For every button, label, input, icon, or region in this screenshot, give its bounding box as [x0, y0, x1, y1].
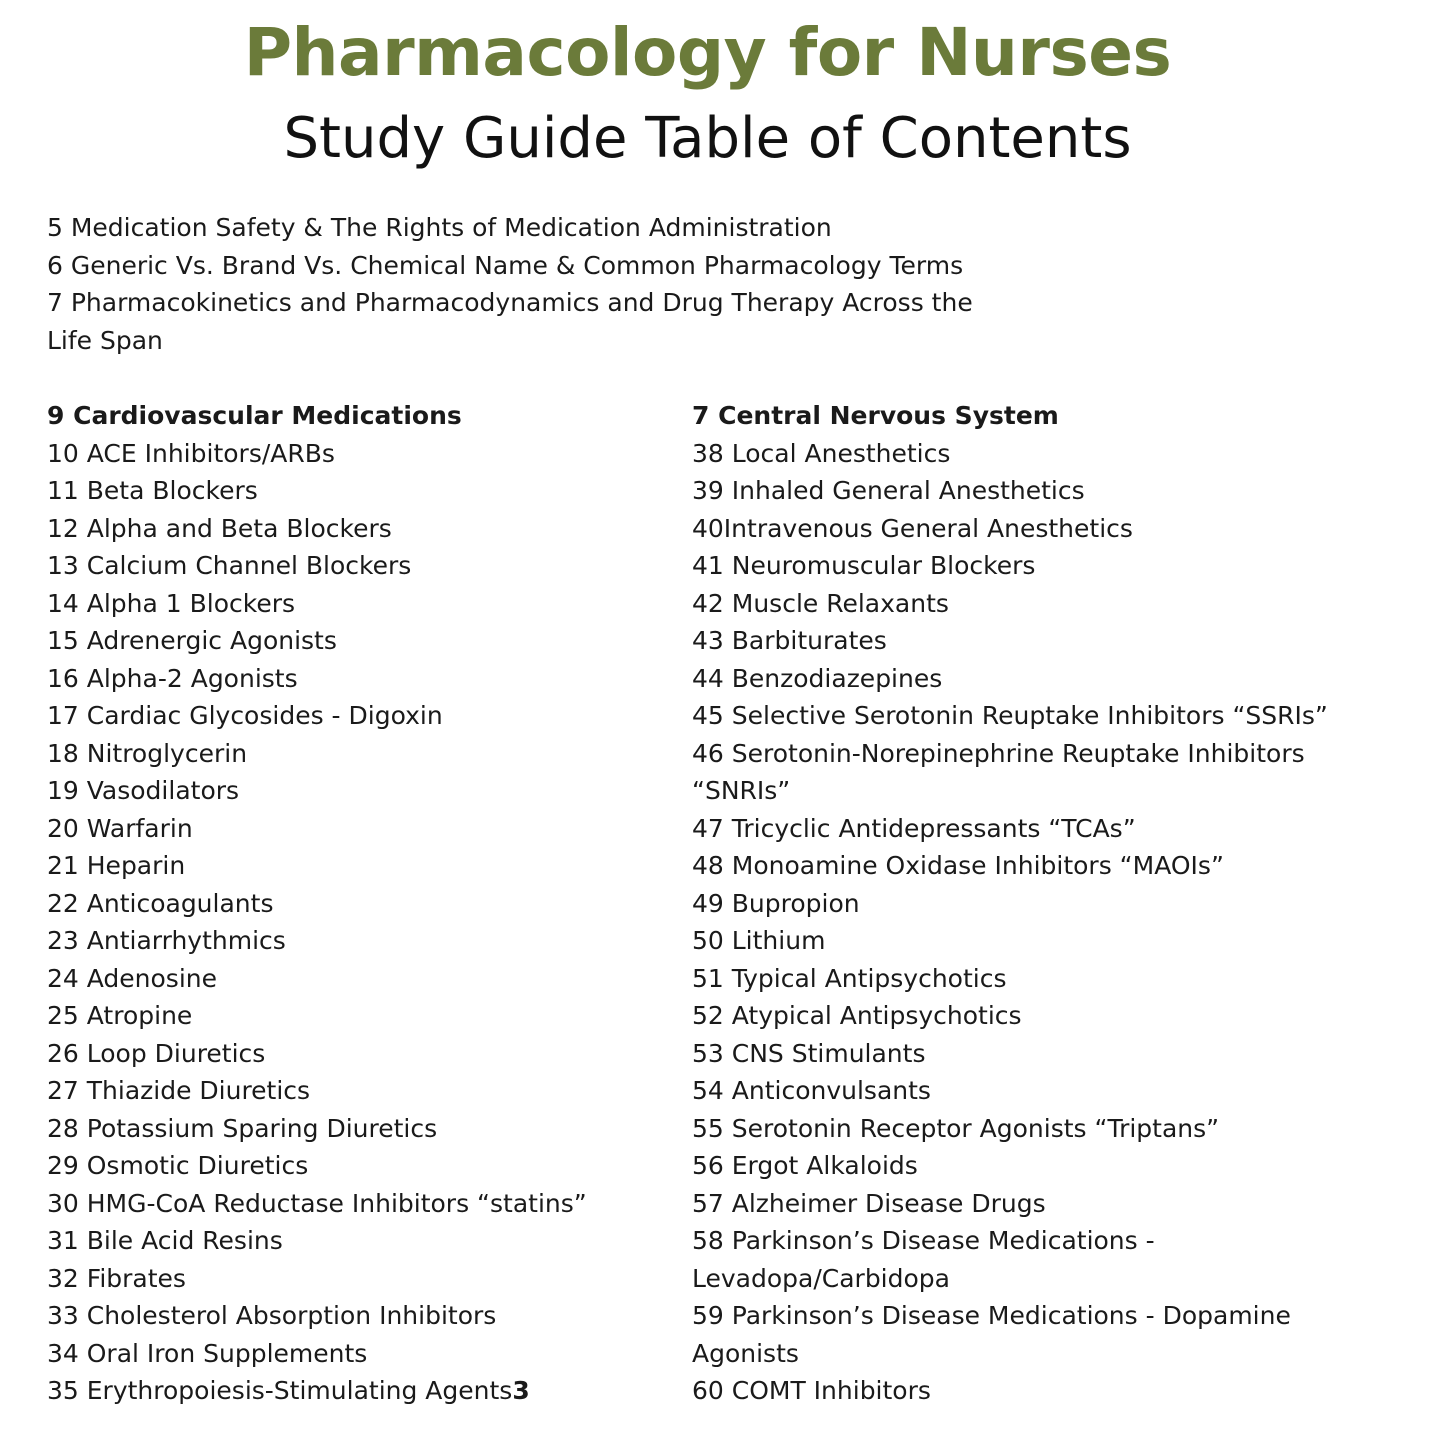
- toc-line: 60 COMT Inhibitors: [692, 1376, 931, 1405]
- intro-line: 5 Medication Safety & The Rights of Medication Administration: [47, 213, 832, 242]
- toc-line: 49 Bupropion: [692, 888, 860, 918]
- toc-line: 56 Ergot Alkaloids: [692, 1151, 918, 1180]
- toc-line: 43 Barbiturates: [692, 626, 887, 655]
- toc-line: 32 Fibrates: [47, 1263, 186, 1293]
- toc-line: 46 Serotonin-Norepinephrine Reuptake Inhibitors: [692, 738, 1305, 768]
- toc-line: 20 Warfarin: [47, 813, 193, 843]
- toc-line: 15 Adrenergic Agonists: [47, 626, 337, 655]
- toc-line: 19 Vasodilators: [47, 776, 240, 805]
- toc-line: 52 Atypical Antipsychotics: [692, 1001, 1022, 1030]
- toc-line: 28 Potassium Sparing Diuretics: [47, 1113, 438, 1143]
- toc-line: 21 Heparin: [47, 851, 186, 880]
- toc-line: 38 Local Anesthetics: [692, 438, 951, 468]
- toc-line: 34 Oral Iron Supplements: [47, 1338, 368, 1368]
- toc-line: 23 Antiarrhythmics: [47, 926, 286, 955]
- toc-line: 27 Thiazide Diuretics: [47, 1076, 311, 1105]
- toc-line: 25 Atropine: [47, 1001, 193, 1030]
- toc-line: 39 Inhaled General Anesthetics: [692, 476, 1085, 505]
- toc-line: 17 Cardiac Glycosides - Digoxin: [47, 701, 443, 730]
- toc-line: 42 Muscle Relaxants: [692, 588, 949, 618]
- toc-line-text: 35 Erythropoiesis-Stimulating Agents: [47, 1376, 513, 1405]
- intro-list: [47, 209, 1067, 359]
- toc-line: 29 Osmotic Diuretics: [47, 1151, 309, 1180]
- toc-line: 11 Beta Blockers: [47, 476, 258, 505]
- toc-line: 31 Bile Acid Resins: [47, 1226, 283, 1255]
- intro-line: 6 Generic Vs. Brand Vs. Chemical Name & Common Pharmacology Terms: [47, 250, 964, 280]
- toc-line: 18 Nitroglycerin: [47, 738, 248, 768]
- toc-line: 58 Parkinson’s Disease Medications -: [692, 1226, 1155, 1255]
- toc-line: 33 Cholesterol Absorption Inhibitors: [47, 1301, 497, 1330]
- section-heading-cns: 7 Central Nervous System: [692, 401, 1059, 430]
- toc-line: 53 CNS Stimulants: [692, 1038, 926, 1068]
- toc-line: 41 Neuromuscular Blockers: [692, 551, 1036, 580]
- toc-line: 16 Alpha-2 Agonists: [47, 663, 298, 693]
- page-number: 3: [512, 1376, 530, 1405]
- toc-line: 30 HMG-CoA Reductase Inhibitors “statins”: [47, 1188, 587, 1218]
- toc-line: 45 Selective Serotonin Reuptake Inhibitors “SSRIs”: [692, 701, 1328, 730]
- toc-line: Agonists: [692, 1338, 799, 1368]
- toc-line: 55 Serotonin Receptor Agonists “Triptans”: [692, 1113, 1220, 1143]
- cardiovascular-column: [47, 397, 677, 1410]
- toc-line: 50 Lithium: [692, 926, 826, 955]
- toc-line: 22 Anticoagulants: [47, 888, 274, 918]
- toc-line: 54 Anticonvulsants: [692, 1076, 931, 1105]
- cns-column: [692, 397, 1412, 1410]
- toc-line: 14 Alpha 1 Blockers: [47, 588, 296, 618]
- document-subtitle: Study Guide Table of Contents: [283, 106, 1132, 171]
- toc-line: 26 Loop Diuretics: [47, 1038, 266, 1068]
- toc-line: 57 Alzheimer Disease Drugs: [692, 1188, 1046, 1218]
- toc-line: 12 Alpha and Beta Blockers: [47, 513, 392, 543]
- document-title: Pharmacology for Nurses: [243, 14, 1172, 91]
- toc-line: 47 Tricyclic Antidepressants “TCAs”: [692, 813, 1136, 843]
- toc-line: 24 Adenosine: [47, 963, 218, 993]
- toc-line: 44 Benzodiazepines: [692, 663, 943, 693]
- toc-line: 13 Calcium Channel Blockers: [47, 551, 412, 580]
- intro-line: Life Span: [47, 325, 163, 355]
- toc-line: 40Intravenous General Anesthetics: [692, 513, 1133, 543]
- toc-line: 59 Parkinson’s Disease Medications - Dopamine: [692, 1301, 1291, 1330]
- toc-line: Levadopa/Carbidopa: [692, 1263, 950, 1293]
- toc-line: 48 Monoamine Oxidase Inhibitors “MAOIs”: [692, 851, 1224, 880]
- intro-line: 7 Pharmacokinetics and Pharmacodynamics and Drug Therapy Across the: [47, 288, 973, 317]
- toc-line: “SNRIs”: [692, 776, 791, 805]
- toc-line-last: [47, 1372, 677, 1410]
- toc-line: 51 Typical Antipsychotics: [692, 963, 1007, 993]
- toc-line: 10 ACE Inhibitors/ARBs: [47, 438, 335, 468]
- section-heading-cardiovascular: 9 Cardiovascular Medications: [47, 401, 462, 430]
